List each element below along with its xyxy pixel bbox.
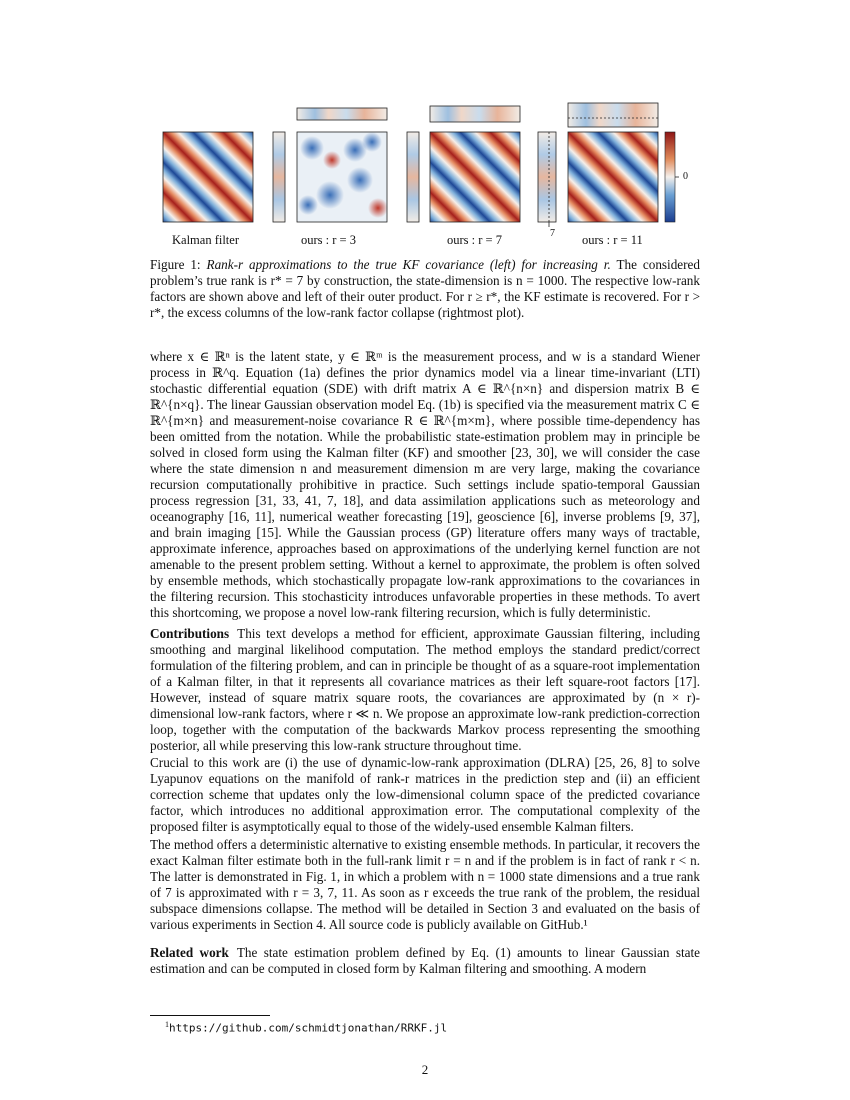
r11-covariance-plot [568, 132, 658, 222]
caption-title: Rank-r approximations to the true KF covariance (left) for increasing r. [206, 257, 611, 272]
page-number: 2 [421, 1062, 429, 1077]
label-r11: ours : r = 11 [582, 233, 643, 247]
paragraph-method [150, 837, 700, 933]
r7-top-factor [430, 106, 520, 122]
label-r3: ours : r = 3 [301, 233, 356, 247]
paragraph-related-work [150, 945, 700, 977]
footnote-divider [150, 1015, 270, 1016]
figure-1 [0, 0, 850, 250]
paragraph-intro-text: where x ∈ ℝⁿ is the latent state, y ∈ ℝᵐ is the measurement process, and w is a standard Wiener process in ℝ^q. Equation (1a) defines the prior dynamics model via a linear time-invariant (LTI) stochastic differential equation (SDE) with drift matrix A ∈ ℝ^{n×n} and dispersion matrix B ∈ ℝ^{n×q}. The linear Gaussian observation model Eq. (1b) is specified via the measurement matrix C ∈ ℝ^{m×n} and measurement-noise covariance R ∈ ℝ^{m×m}, where possible time-dependency has been omitted from the notation. While the probabilistic state-estimation problem may in principle be solved in closed form using the Kalman filter (KF) and smoother [23, 30], we will consider the case where the state dimension n and measurement dimension m are very large, making the covariance recursion computationally prohibitive in practice. Such settings include spatio-temporal Gaussian process regression [31, 33, 41, 7, 18], and data assimilation applications such as meteorology and oceanography [16, 11], numerical weather forecasting [19], geoscience [6], inverse problems [9, 37], and brain imaging [15]. While the Gaussian process (GP) literature offers many ways of tractable, approximate inference, approaches based on approximations of the underlying kernel function are not amenable to the present problem setting. Without a kernel to approximate, the problem is often solved by ensemble methods, which stochastically propagate low-rank approximations to the covariances in the filtering recursion. This stochasticity introduces unfavorable properties in these methods. To avert this shortcoming, we propose a novel low-rank filtering recursion, which is fully deterministic. [150, 349, 700, 620]
paragraph-related-work-text: The state estimation problem defined by Eq. (1) amounts to linear Gaussian state estimation and can be computed in closed form by Kalman filtering and smoothing. A modern [150, 945, 700, 976]
paragraph-contributions-text: This text develops a method for efficient, approximate Gaussian filtering, including smoothing and marginal likelihood computation. The method employs the standard predict/correct formulation of the filtering problem, and can in principle be thought of as a square-root implementation of a Kalman filter, in that it represents all covariance matrices as their left square-root factors [17]. However, instead of square matrix square roots, the covariances are approximated by (n × r)-dimensional low-rank factors, where r ≪ n. We propose an approximate low-rank prediction-correction loop, together with the computation of the backwards Markov process representing the smoothing posterior, all while preserving this low-rank structure throughout time. [150, 626, 700, 753]
footnote-url[interactable]: https://github.com/schmidtjonathan/RRKF.jl [169, 1021, 448, 1035]
figure-caption [150, 257, 700, 321]
colorbar [665, 132, 675, 222]
caption-prefix: Figure 1: [150, 257, 207, 272]
paragraph-contributions [150, 626, 700, 754]
r7-left-factor [407, 132, 419, 222]
figure-1-plots [0, 0, 850, 250]
r7-covariance-plot [430, 132, 520, 222]
paragraph-dlra [150, 755, 700, 835]
r11-left-factor [538, 132, 556, 222]
paragraph-intro [150, 349, 700, 621]
r11-top-factor [568, 103, 658, 127]
paragraph-dlra-text: Crucial to this work are (i) the use of dynamic-low-rank approximation (DLRA) [25, 26, 8] to solve Lyapunov equations on the manifold of rank-r matrices in the prediction step and (ii) an efficient correction scheme that updates only the low-dimensional column space of the predicted covariance factor, which introduces no additional approximation error. The computational complexity of the proposed filter is asymptotically equal to those of the widely-used ensemble Kalman filters. [150, 755, 700, 834]
r3-top-factor [297, 108, 387, 120]
r3-covariance-plot [297, 132, 388, 222]
caption-text: The considered problem’s true rank is r* = 7 by construction, the state-dimension is n = 1000. The respective low-rank factors are shown above and left of their outer product. For r ≥ r*, the KF estimate is recovered. For r > r*, the excess columns of the low-rank factor collapse (rightmost plot). [150, 257, 700, 320]
kf-covariance-plot [163, 132, 253, 222]
heading-related-work: Related work [150, 945, 229, 960]
colorbar-tick-label: 0 [683, 171, 688, 182]
paragraph-method-text: The method offers a deterministic alternative to existing ensemble methods. In particular, it recovers the exact Kalman filter estimate both in the full-rank limit r = n and if the problem is in fact of rank r < n. The latter is demonstrated in Fig. 1, in which a problem with n = 1000 state dimensions and a true rank of 7 is approximated with r = 3, 7, 11. As soon as r exceeds the true rank of the problem, the residual subspace dimensions collapse. The method will be detailed in Section 3 and evaluated on the basis of various experiments in Section 4. All source code is publicly available on GitHub.¹ [150, 837, 700, 932]
footnote-mark: 1 [165, 1020, 169, 1029]
label-kalman-filter: Kalman filter [172, 233, 239, 247]
footnote [165, 1020, 447, 1035]
r3-left-factor [273, 132, 285, 222]
heading-contributions: Contributions [150, 626, 230, 641]
label-r7: ours : r = 7 [447, 233, 502, 247]
rank-marker-label: 7 [550, 228, 555, 239]
